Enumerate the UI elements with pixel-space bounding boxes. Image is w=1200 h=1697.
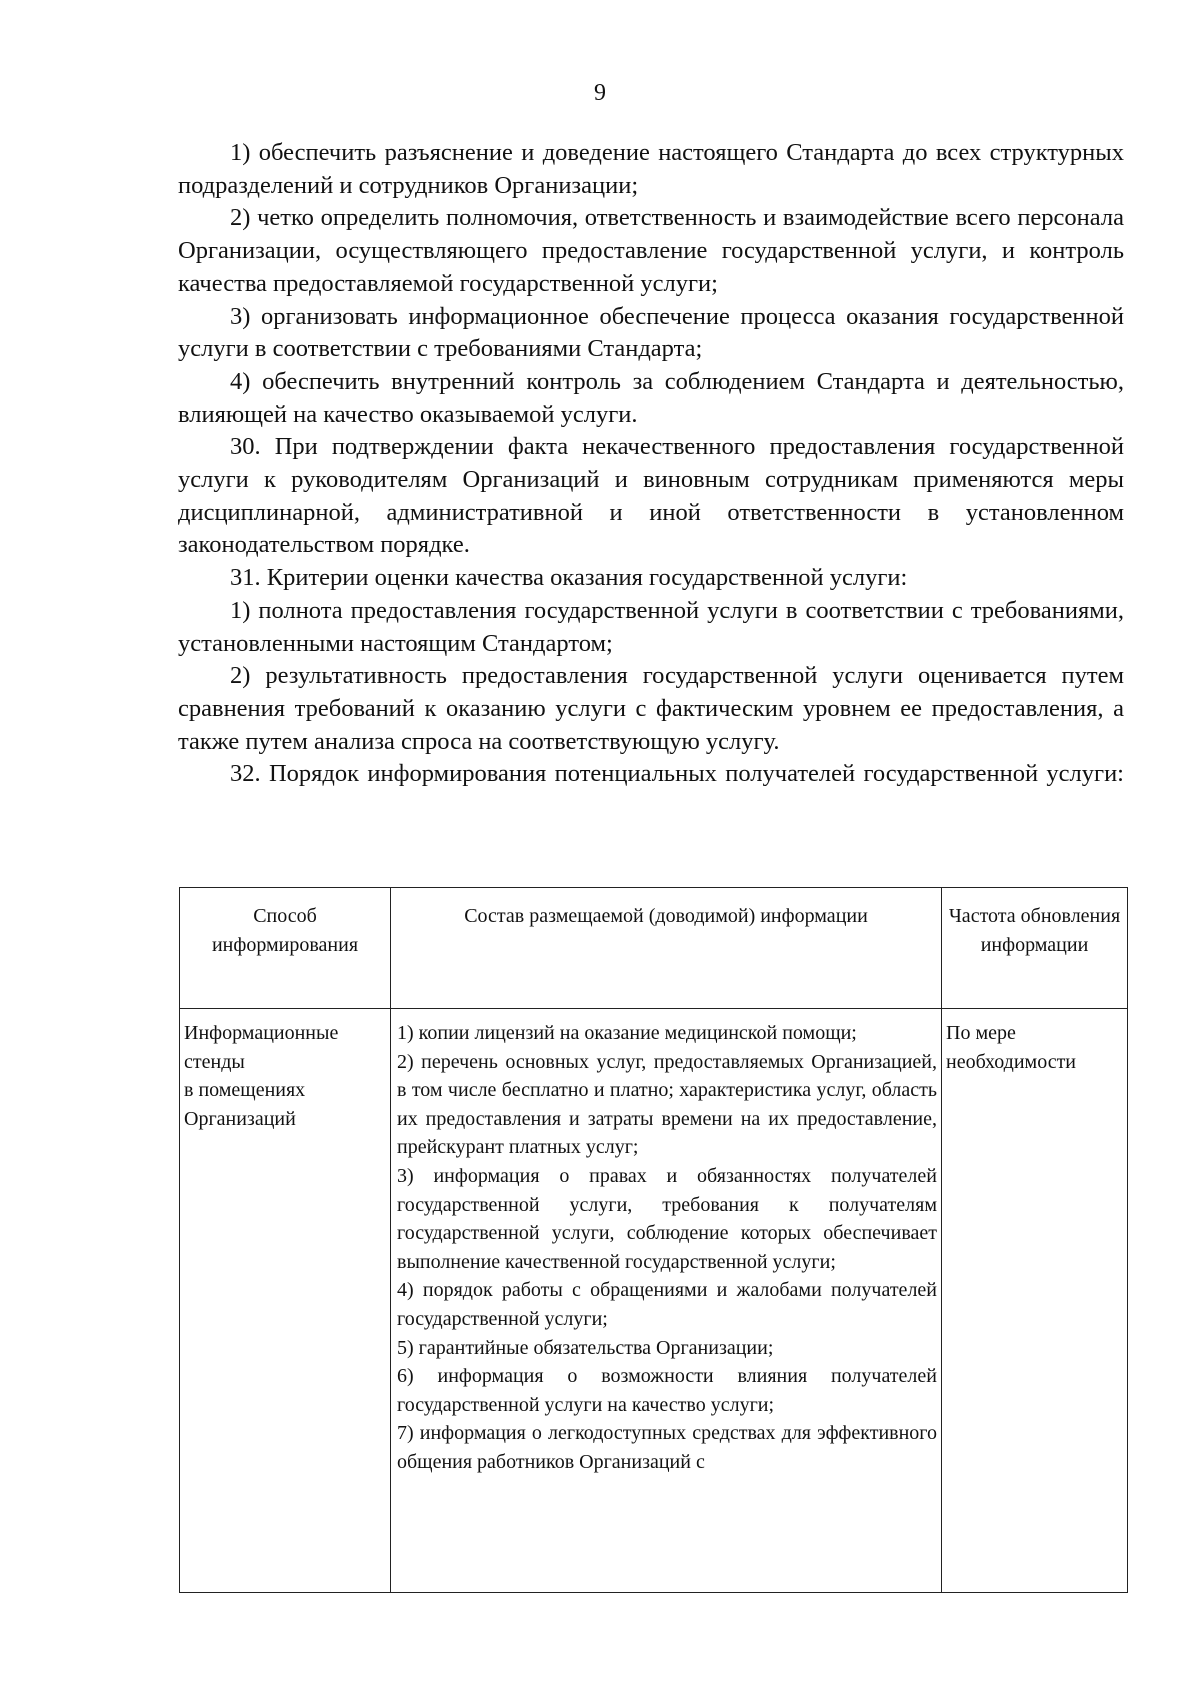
page-number: 9 xyxy=(594,80,606,106)
paragraph-item-2: 2) четко определить полномочия, ответственность и взаимодействие всего персонала Организации, осуществляющего предоставление государственной услуги, и контроль качества предоставляемой государственной услуги; xyxy=(178,204,1124,297)
content-item: 2) перечень основных услуг, предоставляемых Организацией, в том числе бесплатно и платно; характеристика услуг, область их предоставления и затраты времени на их предоставление, прейскурант платных услуг; xyxy=(397,1050,937,1159)
paragraph-item-3: 3) организовать информационное обеспечение процесса оказания государственной услуги в соответствии с требованиями Стандарта; xyxy=(178,302,1124,363)
content-item: 6) информация о возможности влияния получателей государственной услуги на качество услуги; xyxy=(397,1365,937,1416)
paragraph-31: 31. Критерии оценки качества оказания государственной услуги: xyxy=(230,564,908,592)
paragraph-item-4: 4) обеспечить внутренний контроль за соблюдением Стандарта и деятельностью, влияющей на качество оказываемой услуги. xyxy=(178,367,1124,428)
content-item: 3) информация о правах и обязанностях получателей государственной услуги, требования к получателям государственной услуги, соблюдение которых обеспечивает выполнение качественной государственной услуги; xyxy=(397,1164,937,1273)
table-row xyxy=(180,1009,1128,1593)
paragraph-30: 30. При подтверждении факта некачественного предоставления государственной услуги к руководителям Организаций и виновным сотрудникам применяются меры дисциплинарной, административной и иной ответственности в установленном законодательством порядке. xyxy=(178,433,1124,559)
paragraph-criterion-1: 1) полнота предоставления государственной услуги в соответствии с требованиями, установленными настоящим Стандартом; xyxy=(178,596,1124,657)
content-item: 4) порядок работы с обращениями и жалобами получателей государственной услуги; xyxy=(397,1279,937,1330)
header-frequency: Частота обновления информации xyxy=(942,888,1128,1009)
content-item: 7) информация о легкодоступных средствах для эффективного общения работников Организаций с xyxy=(397,1422,937,1473)
paragraph-item-1: 1) обеспечить разъяснение и доведение настоящего Стандарта до всех структурных подразделений и сотрудников Организации; xyxy=(178,139,1124,199)
paragraph-criterion-2: 2) результативность предоставления государственной услуги оценивается путем сравнения требований к оказанию услуги с фактическим уровнем ее предоставления, а также путем анализа спроса на соответствующую услугу. xyxy=(178,662,1124,755)
method-line: Информационные xyxy=(184,1022,339,1044)
document-body xyxy=(178,137,1124,791)
content-item: 5) гарантийные обязательства Организации; xyxy=(397,1336,774,1359)
method-line: стенды xyxy=(184,1050,245,1073)
information-table xyxy=(179,887,1128,1593)
cell-content xyxy=(391,1009,942,1593)
table-header-row xyxy=(180,888,1128,1009)
header-method: Способ информирования xyxy=(180,888,391,1009)
method-line: в помещениях xyxy=(184,1079,306,1102)
header-content: Состав размещаемой (доводимой) информации xyxy=(391,888,942,1009)
method-line: Организаций xyxy=(184,1107,296,1130)
cell-frequency: По мере необходимости xyxy=(942,1009,1128,1593)
cell-method xyxy=(180,1009,391,1593)
paragraph-32: 32. Порядок информирования потенциальных получателей государственной услуги: xyxy=(230,760,1124,788)
content-item: 1) копии лицензий на оказание медицинской помощи; xyxy=(397,1022,857,1044)
